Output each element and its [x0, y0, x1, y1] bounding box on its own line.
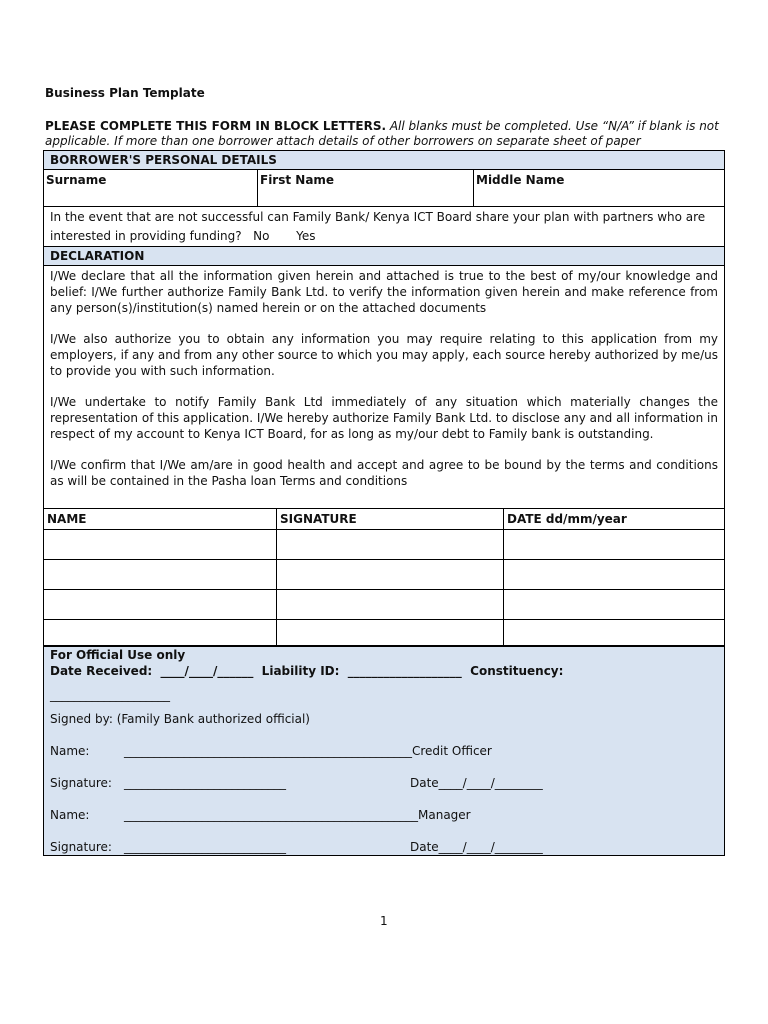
manager-signature-line[interactable]: ___________________________: [124, 840, 286, 854]
signed-by-label: Signed by: (Family Bank authorized official): [50, 712, 310, 726]
first-name-field[interactable]: First Name: [258, 170, 474, 207]
signature-cell[interactable]: [277, 590, 504, 620]
manager-date-line[interactable]: Date____/____/________: [410, 840, 543, 854]
date-received-line[interactable]: Date Received: ____/____/______ Liability ID: ___________________ Constituency:: [50, 664, 564, 678]
date-cell[interactable]: [504, 620, 725, 650]
form-instructions: [45, 119, 725, 149]
signature-cell[interactable]: [277, 620, 504, 650]
personal-details-section: [43, 150, 725, 207]
instructions-italic: All blanks must be completed. Use “N/A” if blank is not applicable. If more than one borrower attach details of other borrowers on separate sheet of paper: [45, 119, 719, 148]
middle-name-field[interactable]: Middle Name: [476, 173, 565, 187]
credit-officer-signature-line[interactable]: ___________________________: [124, 776, 286, 790]
date-cell[interactable]: [504, 530, 725, 560]
credit-officer-name-label: Name:: [50, 744, 90, 758]
name-cell[interactable]: [44, 620, 277, 650]
col-name-header: NAME: [44, 509, 277, 530]
credit-officer-signature-label: Signature:: [50, 776, 112, 790]
table-row: [44, 560, 724, 590]
table-row: [44, 530, 724, 560]
page-title: Business Plan Template: [45, 86, 205, 100]
personal-details-header: BORROWER'S PERSONAL DETAILS: [44, 151, 724, 170]
table-row: [44, 620, 724, 650]
manager-name-label: Name:: [50, 808, 90, 822]
declaration-paragraph: I/We declare that all the information given herein and attached is true to the best of my/our knowledge and belief: I/We further authorize Family Bank Ltd. to verify the information given herein and make reference from any person(s)/institution(s) named herein or on the attached documents: [50, 269, 718, 315]
declaration-paragraph: I/We also authorize you to obtain any information you may require relating to this application from my employers, if any and from any other source to which you may apply, each source hereby authorized by me/us to provide you with such information.: [50, 332, 718, 378]
credit-officer-name-line[interactable]: ________________________________________________Credit Officer: [124, 744, 492, 758]
name-cell[interactable]: [44, 530, 277, 560]
manager-name-line[interactable]: _________________________________________________Manager: [124, 808, 471, 822]
table-row: [44, 590, 724, 620]
name-cell[interactable]: [44, 560, 277, 590]
signature-table: [43, 509, 725, 646]
surname-field[interactable]: Surname: [44, 170, 258, 207]
declaration-paragraph: I/We confirm that I/We am/are in good health and accept and agree to be bound by the terms and conditions as will be contained in the Pasha loan Terms and conditions: [50, 458, 718, 488]
share-plan-question: [43, 207, 725, 247]
date-cell[interactable]: [504, 590, 725, 620]
declaration-header: DECLARATION: [44, 247, 724, 266]
constituency-blank[interactable]: ____________________: [50, 688, 170, 702]
manager-signature-label: Signature:: [50, 840, 112, 854]
page-number: 1: [380, 914, 388, 928]
official-use-title: For Official Use only: [50, 648, 186, 662]
instructions-bold: PLEASE COMPLETE THIS FORM IN BLOCK LETTERS.: [45, 119, 387, 133]
name-cell[interactable]: [44, 590, 277, 620]
share-question-text: In the event that are not successful can Family Bank/ Kenya ICT Board share your plan with partners who are interested in providing funding?: [50, 210, 706, 243]
signature-cell[interactable]: [277, 530, 504, 560]
signature-cell[interactable]: [277, 560, 504, 590]
share-option-no[interactable]: No: [253, 229, 270, 243]
official-use-section: [43, 646, 725, 856]
credit-officer-date-line[interactable]: Date____/____/________: [410, 776, 543, 790]
declaration-paragraph: I/We undertake to notify Family Bank Ltd immediately of any situation which materially changes the representation of this application. I/We hereby authorize Family Bank Ltd. to disclose any and all information in respect of my account to Kenya ICT Board, for as long as my/our debt to Family bank is outstanding.: [50, 395, 718, 441]
col-signature-header: SIGNATURE: [277, 509, 504, 530]
share-option-yes[interactable]: Yes: [296, 229, 316, 243]
declaration-section: [43, 247, 725, 509]
col-date-header: DATE dd/mm/year: [504, 509, 725, 530]
date-cell[interactable]: [504, 560, 725, 590]
name-fields-row: [44, 170, 724, 207]
